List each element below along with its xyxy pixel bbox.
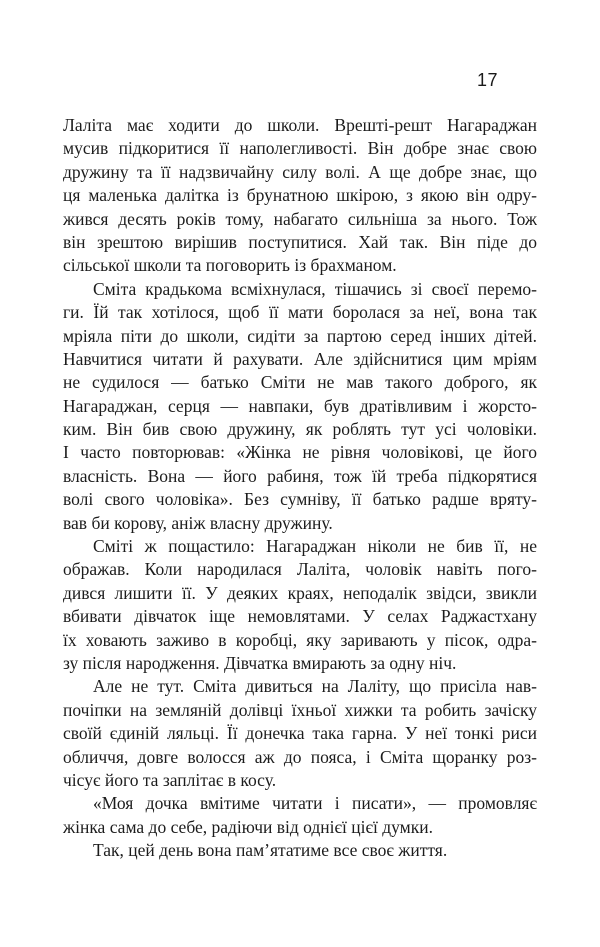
text-line: ги. Їй так хотілося, щоб її мати боролася за неї, вона так [63,302,537,323]
text-line: «Моя дочка вмітиме читати і писати», — промовляє [93,793,537,814]
text-line: дився лишити її. У деяких краях, неподалік звідси, звикли [63,582,537,603]
text-line: своїй єдиній ляльці. Її донечка така гарна. У неї тонкі риси [63,723,537,744]
text-line: дружину та її надзвичайну силу волі. А ще добре знає, що [63,161,537,182]
text-line: вав би корову, аніж власну дружину. [63,512,333,533]
text-line: Лаліта має ходити до школи. Врешті-решт Нагараджан [63,115,537,135]
text-line: почіпки на земляній долівці їхньої хижки та робить зачіску [63,699,537,720]
paragraph [63,792,537,839]
text-line: жінка сама до себе, радіючи від однієї цієї думки. [63,816,433,837]
text-line: їх ховають заживо в коробці, яку заривають у пісок, одра- [63,629,537,650]
text-line: Сміта крадькома всміхнулася, тішачись зі своєї перемо- [93,278,537,299]
text-line: він зрештою вирішив поступитися. Хай так. Він піде до [63,231,537,252]
text-line: вбивати дівчаток іще немовлятами. У селах Раджастхану [63,606,537,627]
text-line: не судилося — батько Сміти не мав такого доброго, як [63,372,537,393]
text-line: ображав. Коли народилася Лаліта, чоловік навіть пого- [63,559,537,580]
text-line: ця маленька далітка із брунатною шкірою, з якою він одру- [63,185,537,206]
text-line: чісує його та заплітає в косу. [63,769,277,790]
text-line: сільської школи та поговорить із брахманом. [63,255,397,276]
paragraph [63,675,537,792]
text-line: обличчя, довге волосся аж до пояса, і Сміта щоранку роз- [63,746,537,767]
text-line: Так, цей день вона пам’ятатиме все своє життя. [93,840,448,861]
text-line: І часто повторював: «Жінка не рівня чоловікові, це його [63,442,537,463]
paragraph [63,114,537,278]
text-line: мусив підкоритися її наполегливості. Він добре знає свою [63,138,537,159]
text-block [63,114,537,863]
paragraph [63,278,537,535]
text-line: зу після народження. Дівчатка вмирають за одну ніч. [63,652,457,673]
text-line: власність. Вона — його рабиня, тож їй треба підкорятися [63,465,537,486]
text-line: Сміті ж пощастило: Нагараджан ніколи не бив її, не [93,536,537,557]
text-line: Але не тут. Сміта дивиться на Лаліту, що присіла нав- [93,676,537,697]
text-line: волі свого чоловіка». Без сумніву, її батько радше вряту- [63,489,537,510]
text-line: мріяла піти до школи, сидіти за партою серед інших дітей. [63,325,537,346]
text-line: ким. Він бив свою дружину, як роблять тут усі чоловіки. [63,419,537,440]
paragraph [63,535,537,675]
paragraph [63,839,537,862]
text-line: Нагараджан, серця — навпаки, був дратівливим і жорсто- [63,395,537,416]
text-line: Навчитися читати й рахувати. Але здійснитися цим мріям [63,348,537,369]
page-number: 17 [477,70,499,90]
text-line: жився десять років тому, набагато сильніша за нього. Тож [63,208,537,229]
